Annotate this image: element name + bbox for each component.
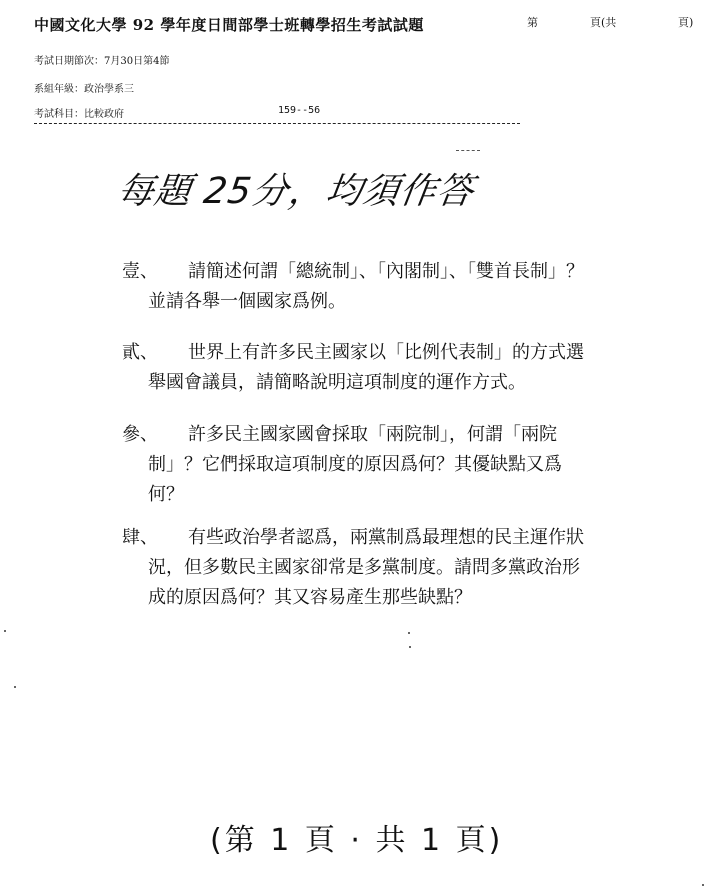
question-4-number: 肆、	[122, 527, 158, 548]
question-1	[122, 257, 602, 321]
question-4-text: 有些政治學者認爲，兩黨制爲最理想的民主運作狀況，但多數民主國家卻常是多黨制度。請問多黨政治形成的原因爲何？其又容易產生那些缺點？	[148, 527, 584, 608]
scan-speck	[14, 686, 16, 688]
question-1-number: 壹、	[122, 261, 158, 282]
scan-speck	[409, 646, 411, 648]
question-4	[122, 523, 602, 615]
exam-code: 159--56	[278, 105, 321, 116]
exam-date: 考試日期節次：7月30日第4節	[34, 56, 170, 67]
page-footer: (第 1 頁 · 共 1 頁)	[210, 823, 504, 858]
page-label-last: 頁)	[678, 16, 694, 29]
subject: 考試科目：比較政府	[34, 109, 124, 120]
divider-stub	[456, 150, 480, 151]
department: 系組年級：政治學系三	[34, 84, 134, 95]
question-2-text: 世界上有許多民主國家以「比例代表制」的方式選舉國會議員，請簡略說明這項制度的運作方式。	[148, 342, 584, 393]
question-1-text: 請簡述何謂「總統制」、「內閣制」、「雙首長制」？並請各舉一個國家爲例。	[148, 261, 584, 312]
question-3-text: 許多民主國家國會採取「兩院制」，何謂「兩院制」？它們採取這項制度的原因爲何？其優缺點又爲何？	[148, 424, 562, 505]
scan-speck	[702, 884, 704, 886]
question-3	[122, 420, 602, 512]
handwritten-instruction: 每題 25分，均須作答	[114, 171, 477, 212]
page-label-first: 第	[527, 16, 538, 29]
exam-title: 中國文化大學 92 學年度日間部學士班轉學招生考試試題	[34, 16, 424, 34]
question-2-number: 貳、	[122, 342, 158, 363]
page-label-mid: 頁(共	[590, 16, 617, 29]
scan-speck	[4, 630, 6, 632]
question-3-number: 參、	[122, 424, 158, 445]
header-divider	[34, 123, 520, 124]
scan-speck	[408, 632, 410, 634]
question-2	[122, 338, 602, 402]
